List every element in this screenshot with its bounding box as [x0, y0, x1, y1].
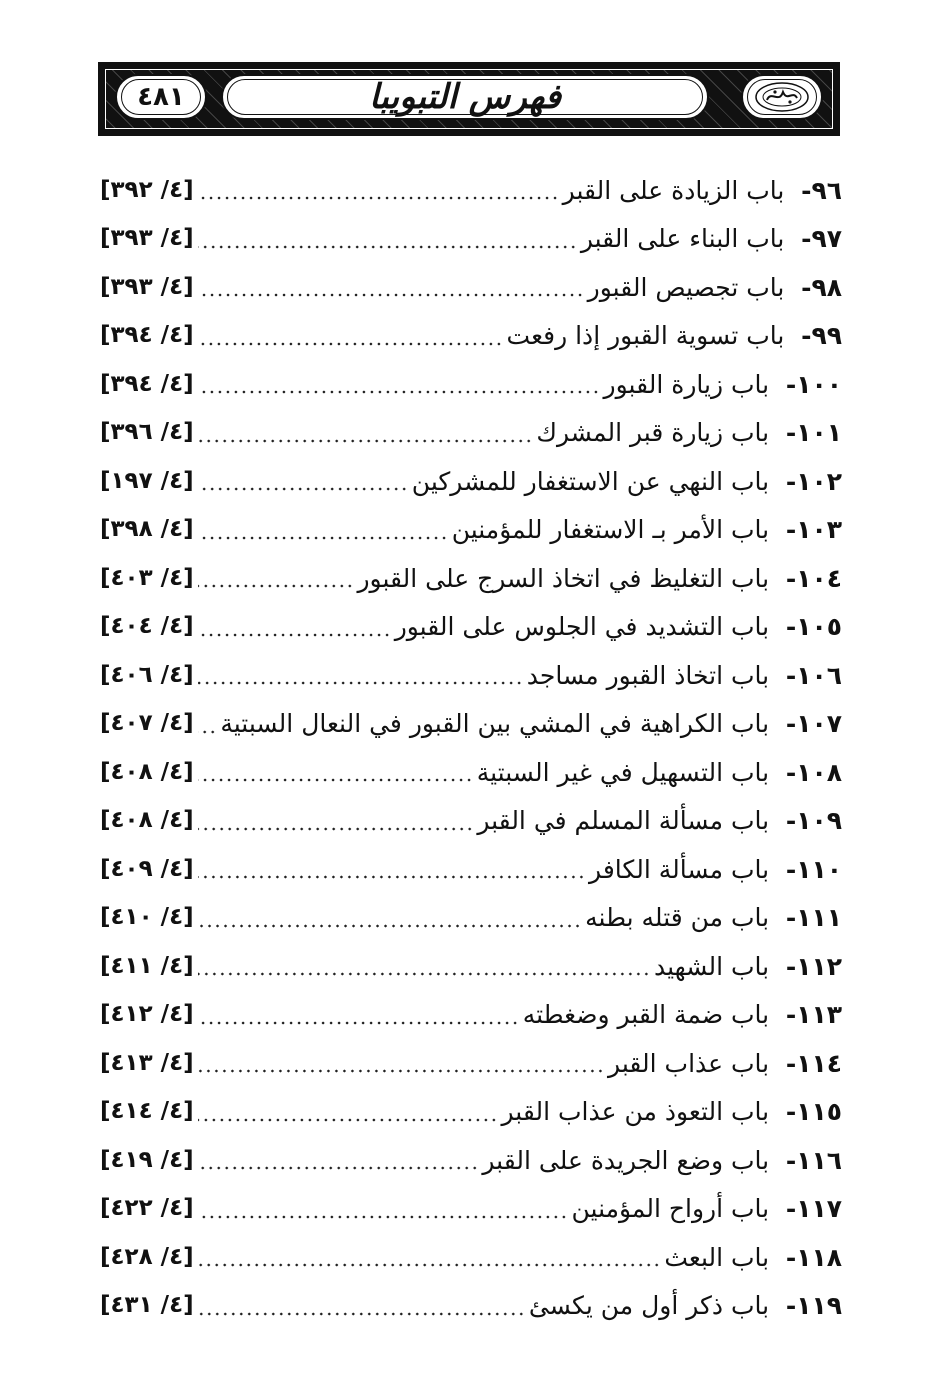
entry-reference: [٤/ ٤٠٦] [100, 661, 194, 688]
entry-reference: [٤/ ٤٠٩] [100, 855, 194, 882]
dot-leader [198, 1312, 525, 1316]
entry-separator: - [777, 660, 797, 690]
entry-title: باب ضمة القبر وضغطته [522, 1000, 770, 1030]
entry-separator: - [777, 418, 797, 448]
entry-number: ١٠٢ [796, 466, 842, 496]
toc-entry [100, 457, 842, 506]
entry-reference: [٤/ ٤٠٣] [100, 564, 194, 591]
toc-entry [100, 166, 842, 215]
entry-separator: - [777, 1291, 797, 1321]
entry-number: ١٠٦ [796, 660, 842, 690]
entry-number: ٩٨ [811, 272, 842, 302]
entry-title: باب تجصيص القبور [587, 272, 785, 302]
toc-entry [100, 554, 842, 603]
entry-title: باب التسهيل في غير السبتية [476, 757, 770, 787]
dot-leader [198, 1069, 604, 1073]
toc-entry [100, 991, 842, 1040]
entry-separator: - [777, 1097, 797, 1127]
entry-separator: - [777, 806, 797, 836]
dot-leader [198, 439, 533, 443]
entry-title: باب الزيادة على القبر [562, 175, 785, 205]
dot-leader [198, 584, 354, 588]
seal-cartouche [741, 74, 823, 120]
entry-separator: - [777, 1145, 797, 1175]
toc-entry [100, 1088, 842, 1137]
page-number: ٤٨١ [137, 82, 185, 112]
entry-separator: - [792, 175, 812, 205]
dot-leader [198, 827, 474, 831]
entry-reference: [٤/ ٤١١] [100, 952, 194, 979]
entry-separator: - [777, 1194, 797, 1224]
entry-separator: - [777, 1000, 797, 1030]
entry-reference: [٤/ ٤١٠] [100, 904, 194, 931]
entry-separator: - [777, 563, 797, 593]
entry-title: باب زيارة قبر المشرك [536, 418, 770, 448]
entry-number: ١٠٣ [796, 515, 842, 545]
dot-leader [198, 1263, 661, 1267]
table-of-contents [100, 166, 842, 1330]
entry-number: ١٠٨ [796, 757, 842, 787]
entry-number: ١١٧ [796, 1194, 842, 1224]
dot-leader [198, 390, 600, 394]
toc-entry [100, 215, 842, 264]
entry-title: باب من قتله بطنه [585, 903, 770, 933]
entry-title: باب زيارة القبور [603, 369, 770, 399]
dot-leader [198, 245, 577, 249]
dot-leader [198, 681, 523, 685]
entry-number: ١٠٩ [796, 806, 842, 836]
entry-reference: [٤/ ٤١٢] [100, 1001, 194, 1028]
toc-entry [100, 506, 842, 555]
dot-leader [198, 196, 559, 200]
entry-reference: [٤/ ٣٩٤] [100, 322, 194, 349]
dot-leader [198, 633, 391, 637]
entry-number: ١١٣ [796, 1000, 842, 1030]
entry-reference: [٤/ ٤١٣] [100, 1049, 194, 1076]
dot-leader [198, 730, 217, 734]
entry-title: باب اتخاذ القبور مساجد [526, 660, 770, 690]
entry-title: باب مسألة الكافر [589, 854, 770, 884]
entry-separator: - [777, 951, 797, 981]
entry-title: باب النهي عن الاستغفار للمشركين [411, 466, 770, 496]
entry-reference: [٤/ ٣٩٨] [100, 516, 194, 543]
dot-leader [198, 778, 473, 782]
entry-title: باب مسألة المسلم في القبر [477, 806, 770, 836]
entry-number: ١٠٠ [796, 369, 842, 399]
entry-number: ١٠١ [796, 418, 842, 448]
entry-number: ١٠٧ [796, 709, 842, 739]
dot-leader [198, 924, 582, 928]
toc-entry [100, 1233, 842, 1282]
page-number-cartouche [115, 74, 207, 120]
entry-reference: [٤/ ٣٩٣] [100, 273, 194, 300]
entry-separator: - [777, 1048, 797, 1078]
page-header [98, 62, 840, 136]
entry-reference: [٤/ ٣٩٢] [100, 176, 194, 203]
toc-entry [100, 1136, 842, 1185]
entry-number: ٩٧ [811, 224, 842, 254]
toc-entry [100, 360, 842, 409]
entry-separator: - [792, 224, 812, 254]
dot-leader [198, 875, 585, 879]
entry-number: ١١١ [796, 903, 842, 933]
entry-separator: - [777, 709, 797, 739]
dot-leader [198, 536, 448, 540]
entry-title: باب أرواح المؤمنين [571, 1194, 770, 1224]
entry-reference: [٤/ ٤١٤] [100, 1098, 194, 1125]
toc-entry [100, 894, 842, 943]
entry-reference: [٤/ ٤٢٢] [100, 1195, 194, 1222]
entry-separator: - [777, 515, 797, 545]
entry-separator: - [777, 369, 797, 399]
entry-reference: [٤/ ٣٩٦] [100, 419, 194, 446]
entry-title: باب ذكر أول من يكسئ [528, 1291, 770, 1321]
entry-number: ١٠٥ [796, 612, 842, 642]
toc-entry [100, 263, 842, 312]
entry-reference: [٤/ ٤٠٨] [100, 758, 194, 785]
toc-entry [100, 1039, 842, 1088]
dot-leader [198, 1166, 479, 1170]
entry-reference: [٤/ ٤٠٨] [100, 807, 194, 834]
dot-leader [198, 342, 503, 346]
entry-separator: - [777, 612, 797, 642]
entry-title: باب عذاب القبر [608, 1048, 770, 1078]
dot-leader [198, 293, 584, 297]
entry-title: باب تسوية القبور إذا رفعت [506, 321, 785, 351]
entry-title: باب البناء على القبر [580, 224, 785, 254]
dot-leader [198, 1215, 568, 1219]
entry-number: ١١٠ [796, 854, 842, 884]
entry-title: باب التشديد في الجلوس على القبور [394, 612, 770, 642]
entry-separator: - [777, 757, 797, 787]
toc-entry [100, 603, 842, 652]
entry-reference: [٤/ ٤٣١] [100, 1292, 194, 1319]
entry-reference: [٤/ ٤١٩] [100, 1146, 194, 1173]
title-cartouche [221, 74, 709, 120]
entry-separator: - [777, 466, 797, 496]
entry-reference: [٤/ ٤٠٧] [100, 710, 194, 737]
toc-entry [100, 651, 842, 700]
entry-title: باب الشهيد [654, 951, 770, 981]
entry-separator: - [792, 321, 812, 351]
entry-title: باب التعوذ من عذاب القبر [501, 1097, 770, 1127]
toc-entry [100, 1185, 842, 1234]
toc-entry [100, 845, 842, 894]
entry-title: باب التغليظ في اتخاذ السرج على القبور [357, 563, 770, 593]
entry-separator: - [792, 272, 812, 302]
toc-entry [100, 748, 842, 797]
entry-number: ١١٤ [796, 1048, 842, 1078]
entry-number: ١٠٤ [796, 563, 842, 593]
toc-entry [100, 700, 842, 749]
entry-number: ١١٦ [796, 1145, 842, 1175]
entry-title: باب وضع الجريدة على القبر [482, 1145, 770, 1175]
entry-title: باب البعث [664, 1242, 770, 1272]
entry-reference: [٤/ ٣٩٣] [100, 225, 194, 252]
dot-leader [198, 1118, 498, 1122]
entry-number: ١١٢ [796, 951, 842, 981]
entry-title: باب الكراهية في المشي بين القبور في النعال السبتية [220, 709, 770, 739]
entry-title: باب الأمر بـ الاستغفار للمؤمنين [451, 515, 770, 545]
toc-entry [100, 409, 842, 458]
toc-entry [100, 312, 842, 361]
entry-number: ٩٩ [811, 321, 842, 351]
entry-separator: - [777, 1242, 797, 1272]
entry-reference: [٤/ ٤٠٤] [100, 613, 194, 640]
page-title: فهرس التبويبا [369, 77, 561, 117]
entry-number: ١١٨ [796, 1242, 842, 1272]
entry-separator: - [777, 854, 797, 884]
toc-entry [100, 797, 842, 846]
entry-separator: - [777, 903, 797, 933]
ornamental-seal-icon [753, 80, 811, 114]
entry-reference: [٤/ ٤٢٨] [100, 1243, 194, 1270]
entry-reference: [٤/ ١٩٧] [100, 467, 194, 494]
entry-number: ٩٦ [811, 175, 842, 205]
dot-leader [198, 487, 408, 491]
dot-leader [198, 1021, 519, 1025]
dot-leader [198, 972, 650, 976]
entry-reference: [٤/ ٣٩٤] [100, 370, 194, 397]
toc-entry [100, 942, 842, 991]
entry-number: ١١٥ [796, 1097, 842, 1127]
toc-entry [100, 1282, 842, 1331]
entry-number: ١١٩ [796, 1291, 842, 1321]
